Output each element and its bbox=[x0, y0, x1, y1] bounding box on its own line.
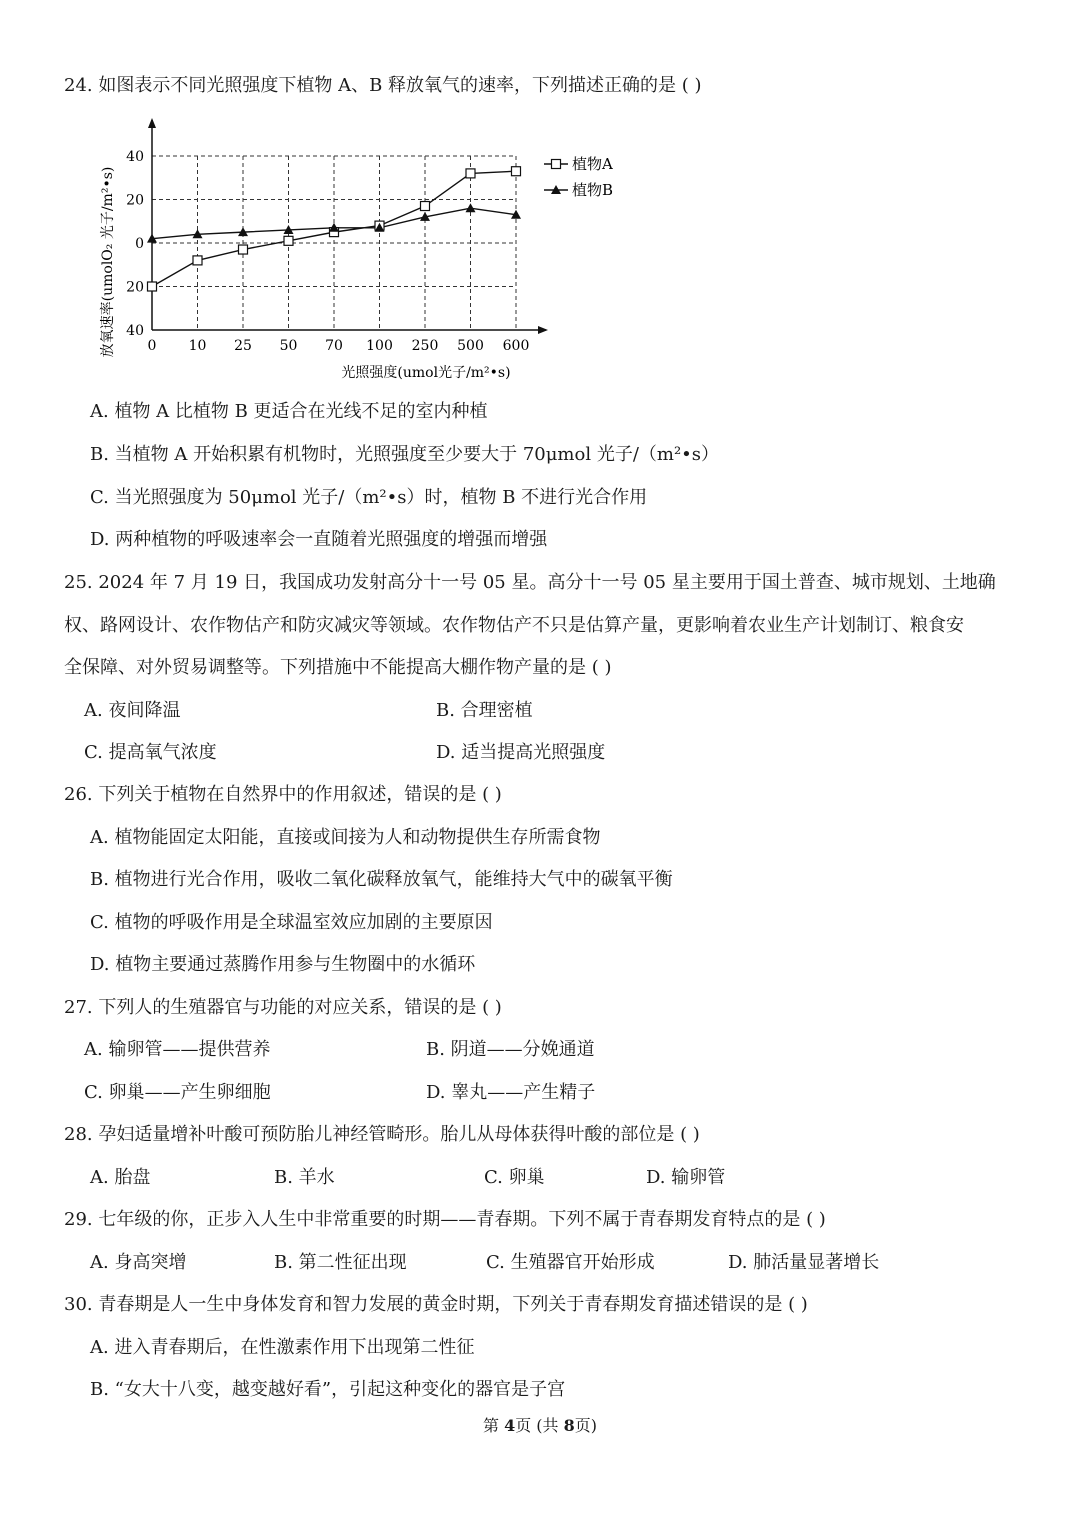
question-30-stem: 30. 青春期是人一生中身体发育和智力发展的黄金时期，下列关于青春期发育描述错误的是 ( ) bbox=[64, 1294, 808, 1315]
question-27-stem: 27. 下列人的生殖器官与功能的对应关系，错误的是 ( ) bbox=[64, 997, 502, 1018]
question-26-option-b: B. 植物进行光合作用，吸收二氧化碳释放氧气，能维持大气中的碳氧平衡 bbox=[90, 869, 673, 890]
x-tick-label: 100 bbox=[366, 338, 393, 354]
plant-a-point bbox=[148, 282, 157, 291]
question-28-option-c: C. 卵巢 bbox=[484, 1167, 545, 1188]
question-25-option-b: B. 合理密植 bbox=[436, 700, 533, 721]
footer-middle: 页 (共 bbox=[515, 1416, 564, 1435]
question-25-option-c: C. 提高氧气浓度 bbox=[84, 742, 217, 763]
chart-y-ticks bbox=[126, 149, 144, 339]
chart-grid bbox=[152, 156, 516, 330]
x-tick-label: 600 bbox=[502, 338, 530, 354]
x-tick-label: 25 bbox=[234, 338, 252, 354]
question-28-stem: 28. 孕妇适量增补叶酸可预防胎儿神经管畸形。胎儿从母体获得叶酸的部位是 ( ) bbox=[64, 1124, 700, 1145]
plant-a-point bbox=[466, 169, 475, 178]
y-axis-arrow bbox=[148, 118, 156, 128]
x-tick-label: 0 bbox=[147, 338, 157, 354]
y-tick-label: 40 bbox=[126, 149, 144, 165]
question-29-stem: 29. 七年级的你，正步入人生中非常重要的时期——青春期。下列不属于青春期发育特点的是 ( ) bbox=[64, 1209, 826, 1230]
question-27-option-b: B. 阴道——分娩通道 bbox=[426, 1039, 595, 1060]
question-30-option-a: A. 进入青春期后，在性激素作用下出现第二性征 bbox=[90, 1337, 475, 1358]
question-26-option-d: D. 植物主要通过蒸腾作用参与生物圈中的水循环 bbox=[90, 954, 476, 975]
footer-suffix: 页) bbox=[574, 1416, 598, 1435]
x-tick-label: 70 bbox=[325, 338, 343, 354]
question-29-option-c: C. 生殖器官开始形成 bbox=[486, 1252, 655, 1273]
question-24-option-a: A. 植物 A 比植物 B 更适合在光线不足的室内种植 bbox=[90, 401, 488, 422]
question-25-line-1: 25. 2024 年 7 月 19 日，我国成功发射高分十一号 05 星。高分十一号 05 星主要用于国土普查、城市规划、土地确 bbox=[64, 572, 996, 593]
question-25-option-a: A. 夜间降温 bbox=[84, 700, 181, 721]
plant-a-point bbox=[239, 245, 248, 254]
y-tick-label: 20 bbox=[126, 279, 144, 296]
question-29-option-d: D. 肺活量显著增长 bbox=[728, 1252, 880, 1273]
y-tick-label: 0 bbox=[135, 236, 144, 252]
footer-prefix: 第 bbox=[482, 1416, 505, 1435]
question-29-option-b: B. 第二性征出现 bbox=[274, 1252, 407, 1273]
question-25-line-2: 权、路网设计、农作物估产和防灾减灾等领域。农作物估产不只是估算产量，更影响着农业生产计划制订、粮食安 bbox=[64, 615, 964, 636]
question-28-option-d: D. 输卵管 bbox=[646, 1167, 726, 1188]
question-28-option-b: B. 羊水 bbox=[274, 1167, 335, 1188]
page-footer bbox=[0, 1415, 1080, 1437]
legend-label: 植物A bbox=[572, 155, 613, 173]
x-tick-label: 500 bbox=[457, 338, 484, 354]
plant-a-point bbox=[421, 202, 430, 211]
question-26-option-c: C. 植物的呼吸作用是全球温室效应加剧的主要原因 bbox=[90, 912, 493, 933]
x-tick-label: 50 bbox=[279, 338, 298, 354]
question-24-option-b: B. 当植物 A 开始积累有机物时，光照强度至少要大于 70μmol 光子/（m²•s） bbox=[90, 444, 720, 465]
footer-total-pages: 8 bbox=[563, 1416, 575, 1435]
question-24-option-c: C. 当光照强度为 50μmol 光子/（m²•s）时，植物 B 不进行光合作用 bbox=[90, 487, 648, 508]
question-30-option-b: B. “女大十八变，越变越好看”，引起这种变化的器官是子宫 bbox=[90, 1379, 566, 1400]
y-tick-label: 40 bbox=[126, 323, 144, 339]
question-28-option-a: A. 胎盘 bbox=[90, 1167, 151, 1188]
x-axis-arrow bbox=[538, 326, 548, 334]
legend-label: 植物B bbox=[572, 181, 614, 199]
x-tick-label: 10 bbox=[188, 338, 207, 354]
question-25-option-d: D. 适当提高光照强度 bbox=[436, 742, 606, 763]
chart-legend bbox=[544, 155, 613, 199]
plant-a-point bbox=[512, 167, 521, 176]
plant-a-point bbox=[193, 256, 202, 265]
legend-square-marker bbox=[552, 160, 561, 169]
y-tick-label: 20 bbox=[126, 192, 144, 209]
chart-axes bbox=[148, 118, 548, 334]
footer-page-number: 4 bbox=[504, 1416, 516, 1435]
question-27-option-c: C. 卵巢——产生卵细胞 bbox=[84, 1082, 271, 1103]
question-27-option-a: A. 输卵管——提供营养 bbox=[84, 1039, 271, 1060]
chart-x-axis-label: 光照强度(umol光子/m²•s) bbox=[341, 365, 511, 381]
plant-b-point bbox=[466, 203, 476, 212]
question-26-option-a: A. 植物能固定太阳能，直接或间接为人和动物提供生存所需食物 bbox=[90, 827, 601, 848]
chart-y-axis-label: 放氧速率(umolO₂ 光子/m²•s) bbox=[100, 166, 116, 358]
question-24-stem: 24. 如图表示不同光照强度下植物 A、B 释放氧气的速率，下列描述正确的是 ( ) bbox=[64, 75, 702, 96]
question-26-stem: 26. 下列关于植物在自然界中的作用叙述，错误的是 ( ) bbox=[64, 784, 502, 805]
question-29-option-a: A. 身高突增 bbox=[90, 1252, 187, 1273]
question-25-line-3: 全保障、对外贸易调整等。下列措施中不能提高大棚作物产量的是 ( ) bbox=[64, 657, 612, 678]
x-tick-label: 250 bbox=[411, 338, 439, 354]
chart-x-ticks bbox=[148, 338, 530, 354]
question-24-option-d: D. 两种植物的呼吸速率会一直随着光照强度的增强而增强 bbox=[90, 529, 548, 550]
oxygen-release-chart bbox=[90, 112, 650, 392]
question-27-option-d: D. 睾丸——产生精子 bbox=[426, 1082, 596, 1103]
plant-a-point bbox=[284, 236, 293, 245]
